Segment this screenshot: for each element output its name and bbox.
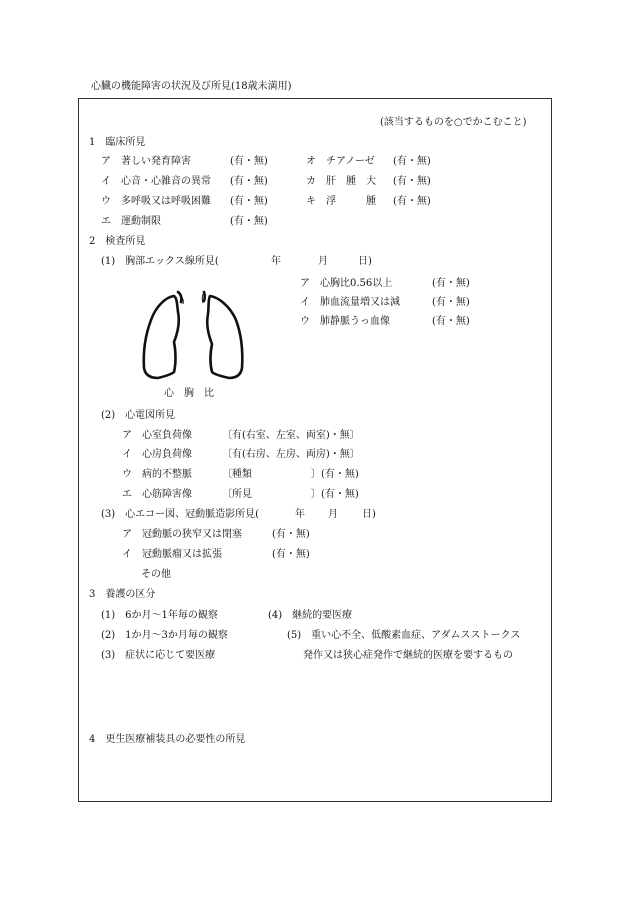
care-item-4[interactable]: (4) 継続的要医療 [268, 610, 353, 621]
xray-value-u[interactable]: (有・無) [432, 316, 470, 327]
clinical-item-ki: キ 浮 腫 [306, 196, 376, 207]
ecg-value-i[interactable]: 〔有(右房、左房、両房)・無〕 [222, 449, 360, 460]
xray-item-a: ア 心胸比0.56以上 [300, 278, 393, 289]
ecg-item-a: ア 心室負荷像 [122, 430, 192, 441]
xray-label: (1) 胸部エックス線所見( [101, 256, 219, 267]
ecg-value-u[interactable]: 〔種類 [222, 469, 252, 480]
right-hilum-curve [204, 292, 205, 301]
section-4-heading: 4 更生医療補装具の必要性の所見 [89, 734, 246, 745]
clinical-item-o: オ チアノーゼ [306, 156, 375, 167]
xray-value-a[interactable]: (有・無) [432, 278, 470, 289]
clinical-value-o[interactable]: (有・無) [393, 156, 431, 167]
ecg-label: (2) 心電図所見 [101, 410, 176, 421]
clinical-item-i: イ 心音・心雑音の異常 [101, 176, 211, 187]
xray-date-month[interactable]: 月 [318, 256, 328, 267]
ecg-value-e[interactable]: 〔所見 [222, 489, 252, 500]
clinical-value-i[interactable]: (有・無) [230, 176, 268, 187]
echo-value-i[interactable]: (有・無) [272, 549, 310, 560]
echo-value-a[interactable]: (有・無) [272, 529, 310, 540]
left-hilum-curve [178, 292, 181, 302]
instruction-note: (該当するものを○でかこむこと) [380, 117, 527, 128]
section-2-heading: 2 検査所見 [89, 236, 146, 247]
form-title: 心臓の機能障害の状況及び所見(18歳未満用) [91, 81, 292, 92]
echo-date-month[interactable]: 月 [328, 509, 338, 520]
ecg-item-i: イ 心房負荷像 [122, 449, 192, 460]
clinical-value-e[interactable]: (有・無) [230, 216, 268, 227]
echo-label: (3) 心エコー図、冠動脈造影所見( [101, 509, 260, 520]
xray-date-year[interactable]: 年 [271, 256, 281, 267]
clinical-value-ki[interactable]: (有・無) [393, 196, 431, 207]
clinical-value-a[interactable]: (有・無) [230, 156, 268, 167]
ecg-item-u: ウ 病的不整脈 [122, 469, 192, 480]
clinical-item-e: エ 運動制限 [101, 216, 161, 227]
right-lung-outline [207, 296, 242, 378]
section-1-heading: 1 臨床所見 [89, 137, 146, 148]
echo-other: その他 [141, 569, 171, 580]
echo-item-a: ア 冠動脈の狭窄又は閉塞 [122, 529, 242, 540]
xray-item-i: イ 肺血流量増又は減 [300, 297, 400, 308]
care-item-3[interactable]: (3) 症状に応じて要医療 [101, 650, 216, 661]
clinical-item-a: ア 著しい発育障害 [101, 156, 191, 167]
clinical-item-ka: カ 肝 腫 大 [306, 176, 376, 187]
ecg-value-e-end[interactable]: 〕(有・無) [311, 489, 359, 500]
left-lung-outline [144, 296, 179, 378]
xray-item-u: ウ 肺静脈うっ血像 [300, 316, 390, 327]
echo-date-year[interactable]: 年 [295, 509, 305, 520]
ecg-item-e: エ 心筋障害像 [122, 489, 192, 500]
echo-date-day[interactable]: 日) [362, 509, 376, 520]
ecg-value-a[interactable]: 〔有(右室、左室、両室)・無〕 [222, 430, 360, 441]
clinical-value-u[interactable]: (有・無) [230, 196, 268, 207]
xray-value-i[interactable]: (有・無) [432, 297, 470, 308]
echo-item-i: イ 冠動脈瘤又は拡張 [122, 549, 222, 560]
xray-caption: 心 胸 比 [164, 388, 214, 399]
section-3-heading: 3 養護の区分 [89, 589, 156, 600]
care-item-5[interactable]: (5) 重い心不全、低酸素血症、アダムスストークス [287, 630, 521, 641]
clinical-item-u: ウ 多呼吸又は呼吸困難 [101, 196, 211, 207]
clinical-value-ka[interactable]: (有・無) [393, 176, 431, 187]
care-item-5-cont: 発作又は狭心症発作で継続的医療を要するもの [303, 650, 513, 661]
xray-date-day[interactable]: 日) [358, 256, 372, 267]
lung-outline-diagram [138, 288, 248, 383]
care-item-2[interactable]: (2) 1か月～3か月毎の観察 [101, 630, 228, 641]
care-item-1[interactable]: (1) 6か月～1年毎の観察 [101, 610, 218, 621]
ecg-value-u-end[interactable]: 〕(有・無) [311, 469, 359, 480]
